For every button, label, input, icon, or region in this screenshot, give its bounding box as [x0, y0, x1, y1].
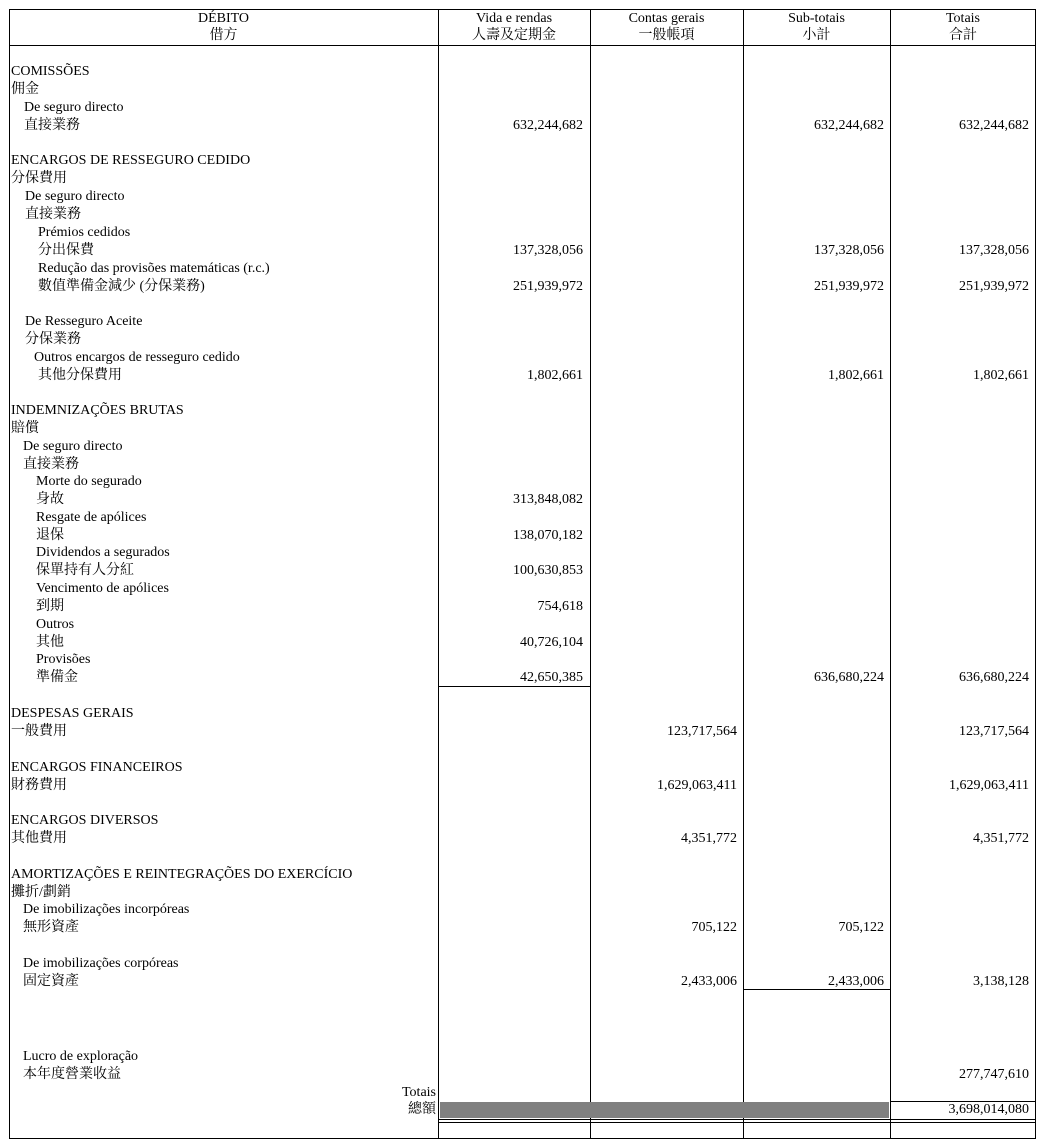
value-cell: 123,717,564 [667, 724, 737, 739]
section-label: AMORTIZAÇÕES E REINTEGRAÇÕES DO EXERCÍCIO [11, 867, 353, 882]
row-label: Vencimento de apólices [36, 581, 169, 596]
row-label-zh: 準備金 [36, 670, 78, 685]
section-label-zh: 攤折/劃銷 [11, 885, 71, 900]
row-label-zh: 直接業務 [24, 118, 80, 133]
column-rule [590, 9, 591, 1139]
value-cell: 632,244,682 [513, 118, 583, 133]
row-label-zh: 固定資產 [23, 974, 79, 989]
total-shaded-cell [440, 1102, 889, 1118]
row-label-zh: 直接業務 [25, 207, 81, 222]
section-label: ENCARGOS FINANCEIROS [11, 760, 183, 775]
row-label-zh: 保單持有人分紅 [36, 563, 134, 578]
value-cell: 2,433,006 [681, 974, 737, 989]
row-label: Prémios cedidos [38, 225, 131, 240]
value-cell: 313,848,082 [513, 492, 583, 507]
value-cell: 1,629,063,411 [949, 778, 1029, 793]
value-cell: 100,630,853 [513, 563, 583, 578]
row-label-zh: 本年度營業收益 [23, 1067, 121, 1082]
row-label-zh: 身故 [36, 492, 64, 507]
header-debito: DÉBITO 借方 [197, 11, 250, 43]
column-rule [438, 9, 439, 1139]
row-label: De imobilizações corpóreas [23, 956, 179, 971]
value-cell: 4,351,772 [973, 831, 1029, 846]
section-label-zh: 財務費用 [11, 778, 67, 793]
section-label: COMISSÕES [11, 64, 90, 79]
header-sub-totais: Sub-totais 小計 [788, 11, 845, 43]
value-cell: 1,802,661 [527, 368, 583, 383]
value-cell: 123,717,564 [959, 724, 1029, 739]
row-label-zh: 退保 [36, 528, 64, 543]
row-label-zh: 到期 [36, 599, 64, 614]
column-rule [743, 9, 744, 1139]
section-label: DESPESAS GERAIS [11, 706, 134, 721]
row-label-zh: 其他分保費用 [38, 368, 122, 383]
header-vida-rendas: Vida e rendas 人壽及定期金 [472, 11, 556, 43]
section-label-zh: 佣金 [11, 82, 39, 97]
total-rule [438, 1119, 1036, 1120]
value-cell: 1,802,661 [973, 368, 1029, 383]
value-cell: 636,680,224 [959, 670, 1029, 685]
value-cell: 3,138,128 [973, 974, 1029, 989]
value-cell: 251,939,972 [814, 279, 884, 294]
value-cell: 137,328,056 [959, 243, 1029, 258]
value-cell: 137,328,056 [513, 243, 583, 258]
row-label: De Resseguro Aceite [25, 314, 143, 329]
row-label-zh: 分保業務 [25, 332, 81, 347]
value-cell: 705,122 [691, 920, 737, 935]
value-cell: 4,351,772 [681, 831, 737, 846]
value-cell: 1,629,063,411 [657, 778, 737, 793]
section-label-zh: 分保費用 [11, 171, 67, 186]
totals-label-zh: 總額 [408, 1102, 436, 1117]
row-label: Morte do segurado [36, 474, 142, 489]
section-label: ENCARGOS DIVERSOS [11, 813, 159, 828]
section-label-zh: 一般費用 [11, 724, 67, 739]
row-label: Redução das provisões matemáticas (r.c.) [38, 261, 270, 276]
value-cell: 632,244,682 [814, 118, 884, 133]
grand-total-value: 3,698,014,080 [948, 1102, 1029, 1117]
row-label-zh: 數值準備金減少 (分保業務) [38, 279, 205, 294]
value-cell: 251,939,972 [959, 279, 1029, 294]
row-label: Outros [36, 617, 75, 632]
totals-label: Totais [401, 1085, 436, 1100]
row-label: De seguro directo [24, 100, 124, 115]
row-label-zh: 其他 [36, 635, 64, 650]
row-label: De seguro directo [25, 189, 125, 204]
section-label-zh: 賠償 [11, 421, 39, 436]
value-cell: 277,747,610 [959, 1067, 1029, 1082]
value-cell: 2,433,006 [828, 974, 884, 989]
value-cell: 40,726,104 [520, 635, 583, 650]
value-cell: 42,650,385 [520, 670, 583, 685]
header-contas-gerais: Contas gerais 一般帳項 [628, 11, 705, 43]
row-label: Resgate de apólices [36, 510, 147, 525]
column-rule [890, 9, 891, 1139]
row-label: Provisões [36, 652, 91, 667]
row-label: Dividendos a segurados [36, 545, 170, 560]
value-cell: 137,328,056 [814, 243, 884, 258]
row-label: Outros encargos de resseguro cedido [34, 350, 240, 365]
value-cell: 754,618 [537, 599, 583, 614]
value-cell: 632,244,682 [959, 118, 1029, 133]
row-label: De seguro directo [23, 439, 123, 454]
row-label-zh: 直接業務 [23, 457, 79, 472]
row-label-zh: 分出保費 [38, 243, 94, 258]
total-double-rule [438, 1122, 1036, 1123]
section-label-zh: 其他費用 [11, 831, 67, 846]
value-cell: 251,939,972 [513, 279, 583, 294]
section-label: ENCARGOS DE RESSEGURO CEDIDO [11, 153, 251, 168]
value-cell: 636,680,224 [814, 670, 884, 685]
row-label: Lucro de exploração [23, 1049, 139, 1064]
row-label-zh: 無形資產 [23, 920, 79, 935]
header-totais: Totais 合計 [945, 11, 980, 43]
value-cell: 705,122 [838, 920, 884, 935]
row-label: De imobilizações incorpóreas [23, 902, 190, 917]
header-rule [9, 45, 1036, 46]
value-cell: 1,802,661 [828, 368, 884, 383]
value-cell: 138,070,182 [513, 528, 583, 543]
section-label: INDEMNIZAÇÕES BRUTAS [11, 403, 184, 418]
